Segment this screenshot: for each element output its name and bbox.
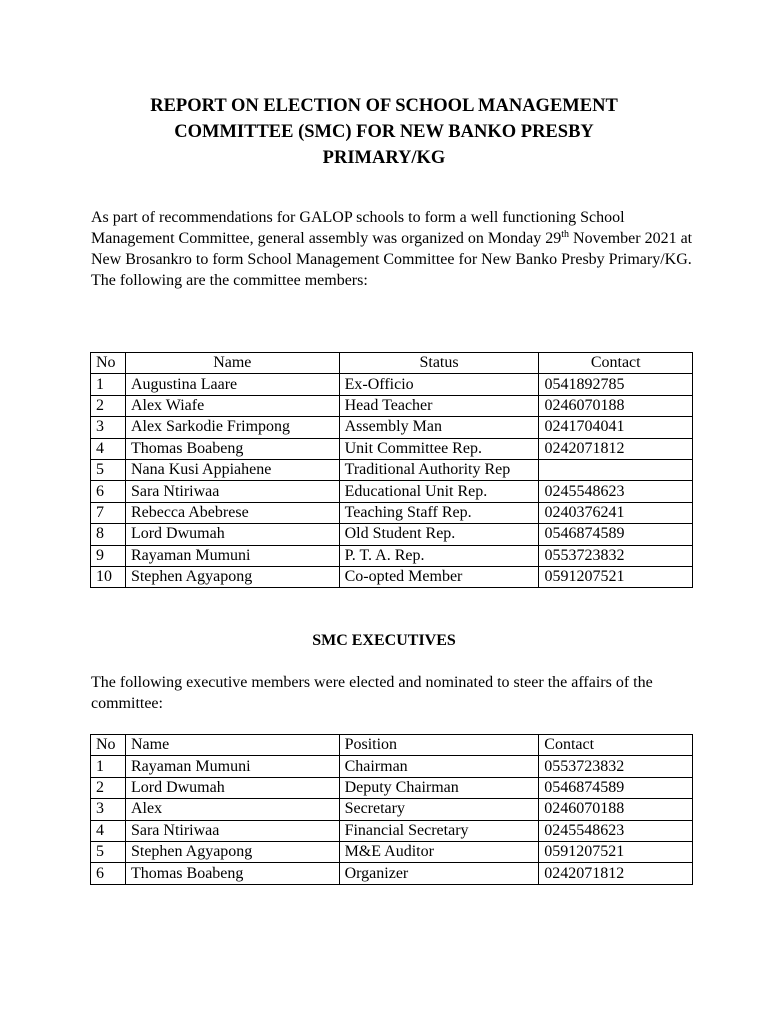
cell-name: Alex Wiafe: [125, 395, 339, 416]
cell-contact: 0242071812: [539, 863, 693, 884]
cell-no: 5: [91, 841, 126, 862]
executives-heading: SMC EXECUTIVES: [312, 632, 456, 649]
cell-no: 2: [91, 395, 126, 416]
header-cell-position: Position: [339, 735, 539, 756]
cell-no: 4: [91, 820, 126, 841]
header-cell-name: Name: [125, 353, 339, 374]
cell-name: Nana Kusi Appiahene: [125, 459, 339, 480]
cell-name: Augustina Laare: [125, 374, 339, 395]
cell-contact: 0541892785: [539, 374, 693, 395]
cell-position: Secretary: [339, 799, 539, 820]
cell-name: Rayaman Mumuni: [125, 756, 339, 777]
table-row: [91, 545, 693, 566]
cell-no: 1: [91, 374, 126, 395]
cell-contact: 0246070188: [539, 395, 693, 416]
cell-contact: 0553723832: [539, 756, 693, 777]
header-cell-no: No: [91, 735, 126, 756]
cell-name: Stephen Agyapong: [125, 566, 339, 587]
report-title-line: PRIMARY/KG: [322, 148, 446, 168]
cell-no: 2: [91, 777, 126, 798]
cell-contact: 0546874589: [539, 524, 693, 545]
cell-status: Assembly Man: [339, 417, 539, 438]
cell-no: 6: [91, 481, 126, 502]
table-row: [91, 438, 693, 459]
cell-no: 3: [91, 417, 126, 438]
cell-contact: [539, 459, 693, 480]
date-ordinal-suffix: th: [561, 229, 570, 240]
cell-no: 3: [91, 799, 126, 820]
cell-status: Head Teacher: [339, 395, 539, 416]
cell-name: Sara Ntiriwaa: [125, 820, 339, 841]
intro-section: [91, 207, 701, 291]
table-row: [91, 481, 693, 502]
cell-name: Thomas Boabeng: [125, 438, 339, 459]
cell-status: Old Student Rep.: [339, 524, 539, 545]
header-cell-status: Status: [339, 353, 539, 374]
cell-status: Traditional Authority Rep: [339, 459, 539, 480]
cell-no: 9: [91, 545, 126, 566]
table-row: [91, 799, 693, 820]
cell-status: P. T. A. Rep.: [339, 545, 539, 566]
cell-contact: 0246070188: [539, 799, 693, 820]
cell-name: Rayaman Mumuni: [125, 545, 339, 566]
committee-table-body: [91, 374, 693, 588]
cell-name: Rebecca Abebrese: [125, 502, 339, 523]
intro-text-start: As part of recommendations for GALOP schools to form a well functioning School Management Committee, general assembly was organized on Monday 29: [91, 209, 625, 247]
cell-status: Unit Committee Rep.: [339, 438, 539, 459]
table-row: [91, 777, 693, 798]
cell-name: Alex Sarkodie Frimpong: [125, 417, 339, 438]
cell-contact: 0240376241: [539, 502, 693, 523]
cell-status: Educational Unit Rep.: [339, 481, 539, 502]
cell-contact: 0591207521: [539, 841, 693, 862]
cell-position: Chairman: [339, 756, 539, 777]
cell-no: 10: [91, 566, 126, 587]
cell-contact: 0241704041: [539, 417, 693, 438]
cell-name: Alex: [125, 799, 339, 820]
executives-table-body: [91, 756, 693, 884]
table-row: [91, 417, 693, 438]
cell-no: 7: [91, 502, 126, 523]
cell-contact: 0553723832: [539, 545, 693, 566]
table-row: [91, 820, 693, 841]
intro-paragraph: [91, 207, 701, 270]
header-cell-no: No: [91, 353, 126, 374]
cell-status: Teaching Staff Rep.: [339, 502, 539, 523]
cell-status: Ex-Officio: [339, 374, 539, 395]
table-row: [91, 524, 693, 545]
table-row: [91, 459, 693, 480]
cell-name: Stephen Agyapong: [125, 841, 339, 862]
executives-table: [90, 734, 693, 885]
cell-position: M&E Auditor: [339, 841, 539, 862]
cell-no: 6: [91, 863, 126, 884]
table-header-row: [91, 735, 693, 756]
table-row: [91, 566, 693, 587]
table-row: [91, 863, 693, 884]
cell-name: Lord Dwumah: [125, 524, 339, 545]
cell-contact: 0245548623: [539, 820, 693, 841]
cell-name: Sara Ntiriwaa: [125, 481, 339, 502]
table-row: [91, 841, 693, 862]
cell-position: Deputy Chairman: [339, 777, 539, 798]
table-row: [91, 756, 693, 777]
table-header-row: [91, 353, 693, 374]
cell-no: 8: [91, 524, 126, 545]
report-title-line: REPORT ON ELECTION OF SCHOOL MANAGEMENT: [150, 96, 618, 116]
executives-intro: The following executive members were elected and nominated to steer the affairs of the committee:: [91, 674, 653, 712]
header-cell-contact: Contact: [539, 353, 693, 374]
cell-status: Co-opted Member: [339, 566, 539, 587]
cell-no: 5: [91, 459, 126, 480]
cell-no: 4: [91, 438, 126, 459]
cell-position: Organizer: [339, 863, 539, 884]
table-row: [91, 374, 693, 395]
table-row: [91, 502, 693, 523]
committee-members-table: [90, 352, 693, 588]
cell-contact: 0591207521: [539, 566, 693, 587]
members-intro-line: The following are the committee members:: [91, 272, 368, 289]
cell-name: Thomas Boabeng: [125, 863, 339, 884]
cell-contact: 0242071812: [539, 438, 693, 459]
cell-position: Financial Secretary: [339, 820, 539, 841]
cell-no: 1: [91, 756, 126, 777]
intro-text-end: November 2021 at New Brosankro to form School Management Committee for New Banko Presby Primary/KG.: [91, 230, 693, 268]
cell-contact: 0245548623: [539, 481, 693, 502]
header-cell-contact: Contact: [539, 735, 693, 756]
cell-contact: 0546874589: [539, 777, 693, 798]
report-title-line: COMMITTEE (SMC) FOR NEW BANKO PRESBY: [174, 122, 594, 142]
report-title: [60, 93, 708, 171]
table-row: [91, 395, 693, 416]
header-cell-name: Name: [125, 735, 339, 756]
cell-name: Lord Dwumah: [125, 777, 339, 798]
